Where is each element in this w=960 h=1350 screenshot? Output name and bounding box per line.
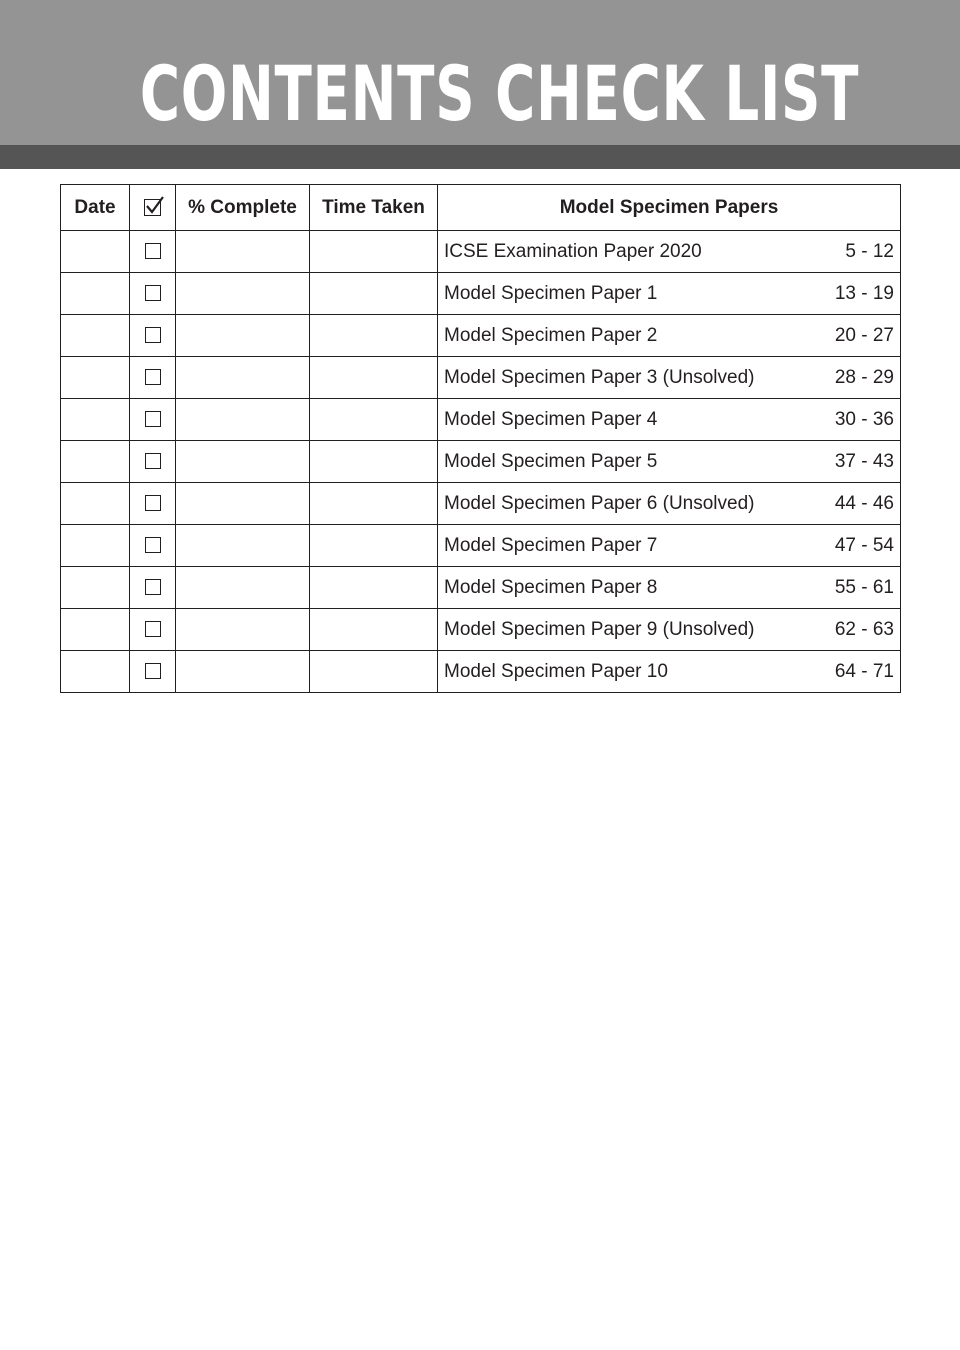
date-cell[interactable] — [61, 651, 130, 693]
table-row — [61, 483, 901, 525]
paper-pages: 62 - 63 — [834, 618, 894, 640]
checkbox-cell — [130, 357, 176, 399]
paper-title: Model Specimen Paper 1 — [444, 282, 658, 304]
time-taken-cell[interactable] — [310, 315, 438, 357]
paper-cell — [438, 651, 901, 693]
paper-pages: 55 - 61 — [834, 576, 894, 598]
percent-complete-cell[interactable] — [176, 315, 310, 357]
table-row — [61, 315, 901, 357]
table-row — [61, 609, 901, 651]
checkbox[interactable] — [145, 369, 161, 385]
date-cell[interactable] — [61, 273, 130, 315]
percent-complete-cell[interactable] — [176, 231, 310, 273]
header-banner — [0, 0, 960, 145]
paper-pages: 44 - 46 — [834, 492, 894, 514]
table-row — [61, 273, 901, 315]
paper-title: ICSE Examination Paper 2020 — [444, 240, 702, 262]
checkbox[interactable] — [145, 327, 161, 343]
paper-title: Model Specimen Paper 6 (Unsolved) — [444, 492, 755, 514]
table-row — [61, 441, 901, 483]
time-taken-cell[interactable] — [310, 231, 438, 273]
checkbox-cell — [130, 273, 176, 315]
column-header-time-taken: Time Taken — [310, 185, 438, 231]
percent-complete-cell[interactable] — [176, 525, 310, 567]
checkbox-cell — [130, 231, 176, 273]
percent-complete-cell[interactable] — [176, 441, 310, 483]
percent-complete-cell[interactable] — [176, 357, 310, 399]
time-taken-cell[interactable] — [310, 525, 438, 567]
time-taken-cell[interactable] — [310, 399, 438, 441]
date-cell[interactable] — [61, 399, 130, 441]
paper-pages: 20 - 27 — [834, 324, 894, 346]
date-cell[interactable] — [61, 441, 130, 483]
paper-pages: 47 - 54 — [834, 534, 894, 556]
column-header-papers: Model Specimen Papers — [438, 185, 901, 231]
time-taken-cell[interactable] — [310, 441, 438, 483]
paper-pages: 5 - 12 — [845, 240, 894, 262]
checkbox-cell — [130, 315, 176, 357]
paper-cell — [438, 567, 901, 609]
contents-checklist-table — [60, 184, 901, 693]
paper-cell — [438, 609, 901, 651]
checkbox-cell — [130, 441, 176, 483]
paper-title: Model Specimen Paper 7 — [444, 534, 658, 556]
checkbox[interactable] — [145, 243, 161, 259]
paper-cell — [438, 357, 901, 399]
paper-cell — [438, 315, 901, 357]
paper-title: Model Specimen Paper 8 — [444, 576, 658, 598]
time-taken-cell[interactable] — [310, 483, 438, 525]
table-row — [61, 357, 901, 399]
paper-pages: 30 - 36 — [834, 408, 894, 430]
date-cell[interactable] — [61, 525, 130, 567]
table-row — [61, 399, 901, 441]
checkbox[interactable] — [145, 285, 161, 301]
paper-title: Model Specimen Paper 9 (Unsolved) — [444, 618, 755, 640]
checkbox-cell — [130, 399, 176, 441]
page-title: CONTENTS CHECK LIST — [139, 49, 860, 138]
table-row — [61, 651, 901, 693]
paper-cell — [438, 483, 901, 525]
paper-cell — [438, 525, 901, 567]
paper-title: Model Specimen Paper 3 (Unsolved) — [444, 366, 755, 388]
checkbox[interactable] — [145, 621, 161, 637]
percent-complete-cell[interactable] — [176, 483, 310, 525]
date-cell[interactable] — [61, 609, 130, 651]
date-cell[interactable] — [61, 231, 130, 273]
check-box-ticked-icon — [144, 199, 161, 216]
percent-complete-cell[interactable] — [176, 399, 310, 441]
time-taken-cell[interactable] — [310, 357, 438, 399]
paper-cell — [438, 399, 901, 441]
percent-complete-cell[interactable] — [176, 273, 310, 315]
checkbox[interactable] — [145, 495, 161, 511]
date-cell[interactable] — [61, 567, 130, 609]
percent-complete-cell[interactable] — [176, 609, 310, 651]
time-taken-cell[interactable] — [310, 273, 438, 315]
date-cell[interactable] — [61, 483, 130, 525]
paper-cell — [438, 231, 901, 273]
checkbox-cell — [130, 525, 176, 567]
table-header-row — [61, 185, 901, 231]
checkbox[interactable] — [145, 537, 161, 553]
table-row — [61, 567, 901, 609]
column-header-percent-complete: % Complete — [176, 185, 310, 231]
checkbox-cell — [130, 609, 176, 651]
checkbox[interactable] — [145, 579, 161, 595]
time-taken-cell[interactable] — [310, 567, 438, 609]
column-header-date: Date — [61, 185, 130, 231]
paper-pages: 64 - 71 — [834, 660, 894, 682]
checkbox-cell — [130, 567, 176, 609]
paper-cell — [438, 273, 901, 315]
paper-title: Model Specimen Paper 10 — [444, 660, 668, 682]
column-header-check — [130, 185, 176, 231]
time-taken-cell[interactable] — [310, 609, 438, 651]
paper-title: Model Specimen Paper 5 — [444, 450, 658, 472]
paper-pages: 13 - 19 — [834, 282, 894, 304]
checkbox-cell — [130, 651, 176, 693]
paper-title: Model Specimen Paper 4 — [444, 408, 658, 430]
checkbox[interactable] — [145, 411, 161, 427]
checkbox[interactable] — [145, 663, 161, 679]
paper-title: Model Specimen Paper 2 — [444, 324, 658, 346]
checkbox[interactable] — [145, 453, 161, 469]
paper-cell — [438, 441, 901, 483]
table-row — [61, 231, 901, 273]
table-row — [61, 525, 901, 567]
paper-pages: 28 - 29 — [834, 366, 894, 388]
paper-pages: 37 - 43 — [834, 450, 894, 472]
date-cell[interactable] — [61, 315, 130, 357]
checkbox-cell — [130, 483, 176, 525]
percent-complete-cell[interactable] — [176, 651, 310, 693]
header-strip — [0, 145, 960, 169]
date-cell[interactable] — [61, 357, 130, 399]
percent-complete-cell[interactable] — [176, 567, 310, 609]
time-taken-cell[interactable] — [310, 651, 438, 693]
